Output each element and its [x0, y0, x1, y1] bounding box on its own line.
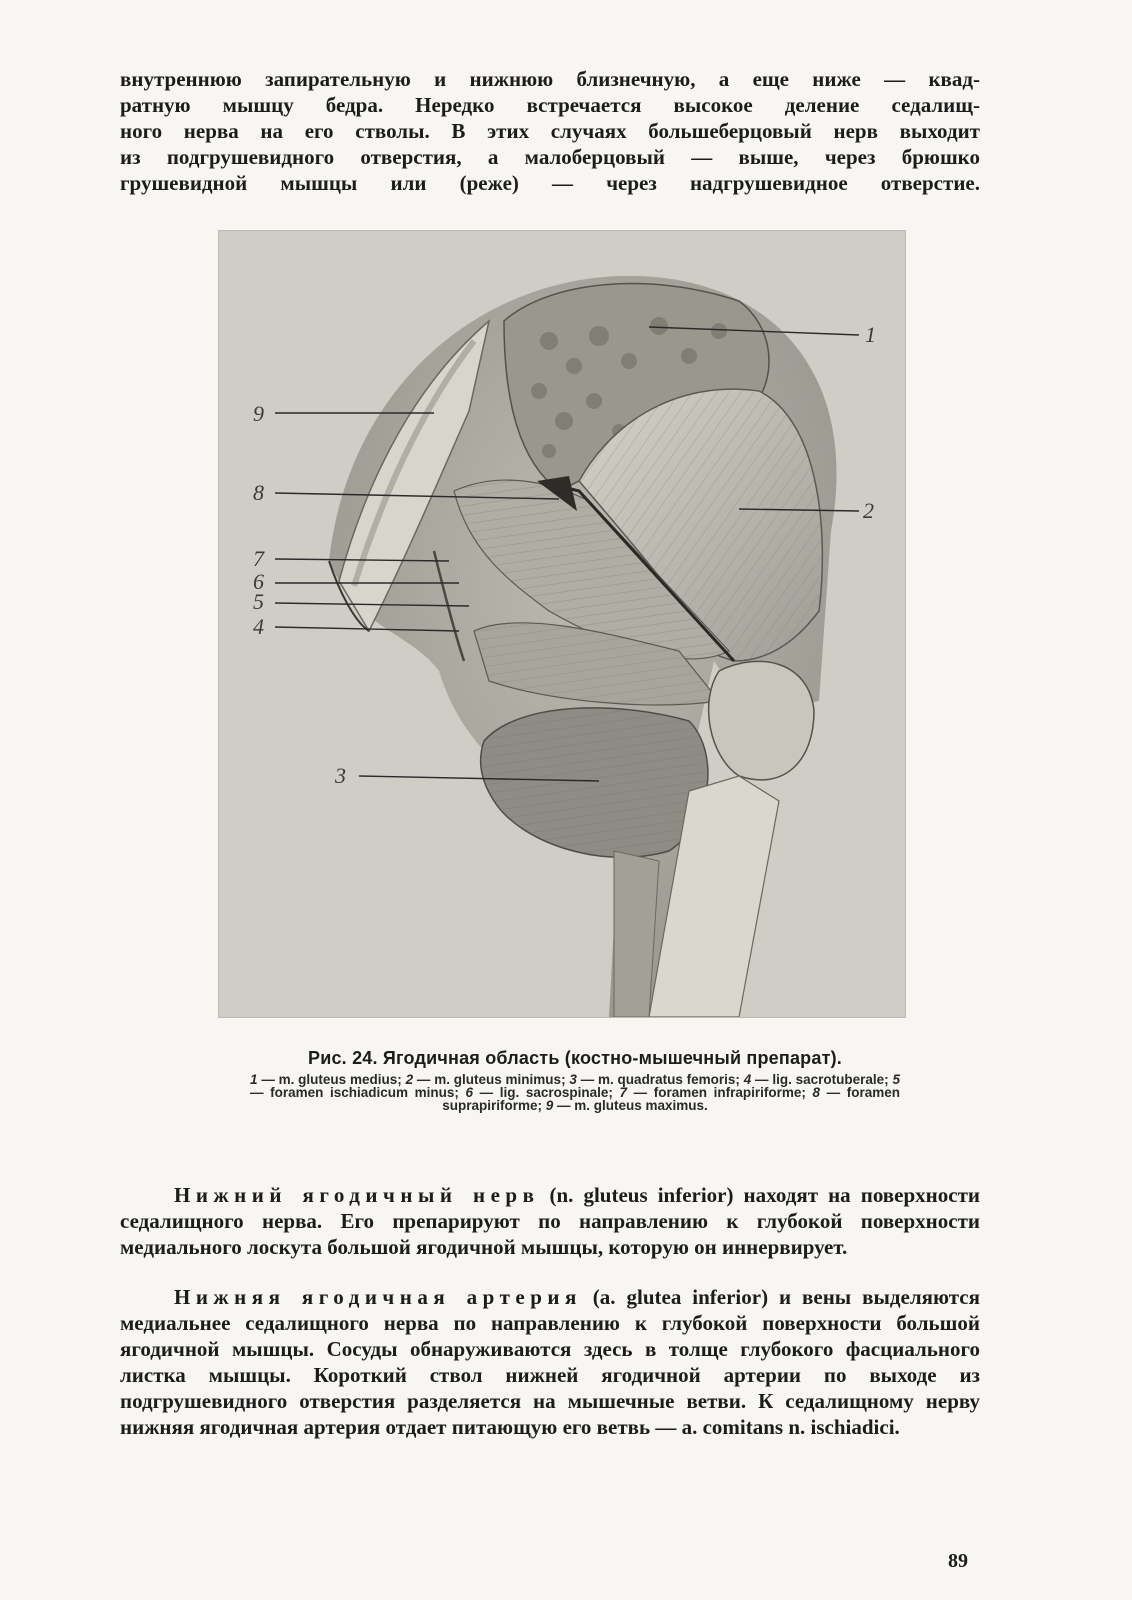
legend-text: — m. gluteus maximus. [553, 1098, 708, 1113]
legend-number: 3 [569, 1072, 577, 1087]
legend-text: — foramen ischiadicum minus; [250, 1085, 466, 1100]
intro-line: ратную мышцу бедра. Нередко встречается высокое деление седалищ- [120, 93, 980, 117]
figure-label-3: 3 [335, 763, 346, 788]
legend-entry [546, 1098, 708, 1113]
figure-legend [250, 1073, 900, 1112]
figure-label-4: 4 [253, 614, 264, 639]
legend-text: — foramen suprapiriforme; [442, 1085, 901, 1113]
figure-label-2: 2 [863, 498, 874, 523]
figure-label-5: 5 [253, 589, 264, 614]
paragraph-artery [120, 1284, 980, 1440]
legend-number: 1 [250, 1072, 258, 1087]
legend-number: 7 [619, 1085, 628, 1100]
term-inferior-gluteal-artery: Нижняя ягодичная артерия [174, 1285, 582, 1309]
intro-line: ного нерва на его стволы. В этих случаях большеберцовый нерв выходит [120, 119, 980, 143]
legend-number: 4 [743, 1072, 752, 1087]
legend-number: 6 [465, 1085, 474, 1100]
legend-text: — m. quadratus femoris; [576, 1072, 744, 1087]
intro-paragraph [120, 66, 980, 196]
figure-label-1: 1 [865, 322, 876, 347]
figure-label-9: 9 [253, 401, 264, 426]
figure-label-7: 7 [253, 546, 264, 571]
caption-title: Рис. 24. Ягодичная область (костно-мышечный препарат). [308, 1048, 842, 1068]
legend-number: 9 [545, 1098, 554, 1113]
intro-line: грушевидной мышцы или (реже) — через надгрушевидное отверстие. [120, 171, 980, 195]
figure-label-8: 8 [253, 480, 264, 505]
legend-text: — m. gluteus medius; [257, 1072, 406, 1087]
anatomical-illustration [218, 230, 906, 1018]
paragraph-nerve [120, 1182, 980, 1260]
legend-text: — foramen infrapiriforme; [627, 1085, 813, 1100]
intro-line: внутреннюю запирательную и нижнюю близнечную, а еще ниже — квад- [120, 67, 980, 91]
gluteal-region-drawing [219, 231, 905, 1017]
legend-number: 8 [812, 1085, 821, 1100]
legend-number: 2 [405, 1072, 414, 1087]
figure-caption [250, 1048, 900, 1112]
paragraph-text: (a. glutea inferior) и вены выделяются медиальнее седалищного нерва по направлению к глубокой поверхности большой ягодичной мышцы. Сосуды обнаруживаются здесь в толще глубокого фасциального листка мышцы. Короткий ствол нижней ягодичной артерии по выходе из подгрушевидного отверстия разделяется на мышечные ветви. К седалищному нерву нижняя ягодичная артерия отдает питающую его ветвь — a. comitans n. ischiadici. [120, 1285, 980, 1439]
legend-text: — m. gluteus minimus; [413, 1072, 570, 1087]
term-inferior-gluteal-nerve: Нижний ягодичный нерв [174, 1183, 540, 1207]
paragraph-text: (n. gluteus inferior) находят на поверхности седалищного нерва. Его препарируют по направлению к глубокой поверхности медиального лоскута большой ягодичной мышцы, которую он иннервирует. [120, 1183, 980, 1259]
legend-number: 5 [892, 1072, 900, 1087]
legend-text: — lig. sacrotuberale; [751, 1072, 893, 1087]
figure-label-6: 6 [253, 569, 264, 594]
intro-line: из подгрушевидного отверстия, а малоберцовый — выше, через брюшко [120, 145, 980, 169]
page-number: 89 [948, 1550, 968, 1572]
legend-text: — lig. sacrospinale; [473, 1085, 620, 1100]
